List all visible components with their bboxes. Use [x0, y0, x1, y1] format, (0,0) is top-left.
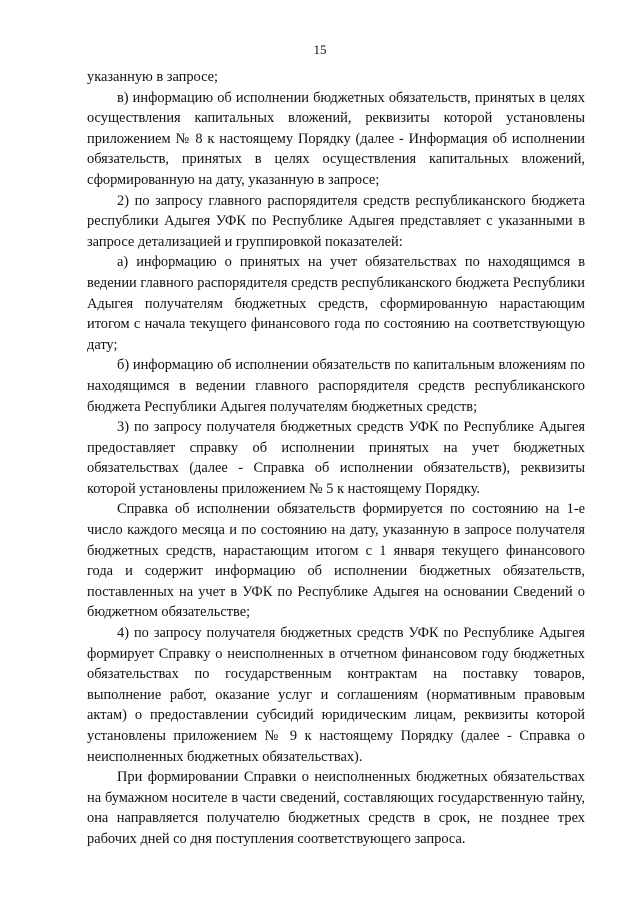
paragraph-item-a: а) информацию о принятых на учет обязательствах по находящимся в ведении главного распорядителя средств республиканского бюджета Республики Адыгея получателям бюджетных средств, сформированную нарастающим итогом с начала текущего финансового года по состоянию на соответствующую дату;	[87, 254, 585, 353]
paragraph-item-b: б) информацию об исполнении обязательств по капитальным вложениям по находящимся в ведении главного распорядителя средств республиканского бюджета Республики Адыгея получателям бюджетных средств;	[87, 357, 585, 415]
paragraph-paper-form: При формировании Справки о неисполненных бюджетных обязательствах на бумажном носителе в части сведений, составляющих государственную тайну, она направляется получателю бюджетных средств в срок, не позднее трех рабочих дней со дня поступления соответствующего запроса.	[87, 769, 585, 847]
paragraph-certificate-info: Справка об исполнении обязательств формируется по состоянию на 1-е число каждого месяца и по состоянию на дату, указанную в запросе получателя бюджетных средств, нарастающим итогом с 1 января текущего финансового года и содержит информацию об исполнении бюджетных обязательств, поставленных на учет в УФК по Республике Адыгея на основании Сведений о бюджетном обязательстве;	[87, 501, 585, 621]
document-body	[87, 67, 585, 850]
paragraph-item-3: 3) по запросу получателя бюджетных средств УФК по Республике Адыгея предоставляет справку об исполнении принятых на учет бюджетных обязательствах (далее - Справка об исполнении обязательств), реквизиты которой установлены приложением № 5 к настоящему Порядку.	[87, 419, 585, 497]
paragraph-continuation: указанную в запросе;	[87, 69, 219, 85]
paragraph-item-4: 4) по запросу получателя бюджетных средств УФК по Республике Адыгея формирует Справку о неисполненных в отчетном финансовом году бюджетных обязательствах по государственным контрактам на поставку товаров, выполнение работ, оказание услуг и соглашениям (нормативным правовым актам) о предоставлении субсидий юридическим лицам, реквизиты которой установлены приложением № 9 к настоящему Порядку (далее - Справка о неисполненных бюджетных обязательствах).	[87, 625, 585, 765]
paragraph-item-2: 2) по запросу главного распорядителя средств республиканского бюджета республики Адыгея УФК по Республике Адыгея представляет с указанными в запросе детализацией и группировкой показателей:	[87, 192, 585, 250]
paragraph-item-v: в) информацию об исполнении бюджетных обязательств, принятых в целях осуществления капитальных вложений, реквизиты которой установлены приложением № 8 к настоящему Порядку (далее - Информация об исполнении обязательств, принятых в целях осуществления капитальных вложений, сформированную на дату, указанную в запросе;	[87, 89, 585, 188]
page-number: 15	[313, 42, 327, 57]
